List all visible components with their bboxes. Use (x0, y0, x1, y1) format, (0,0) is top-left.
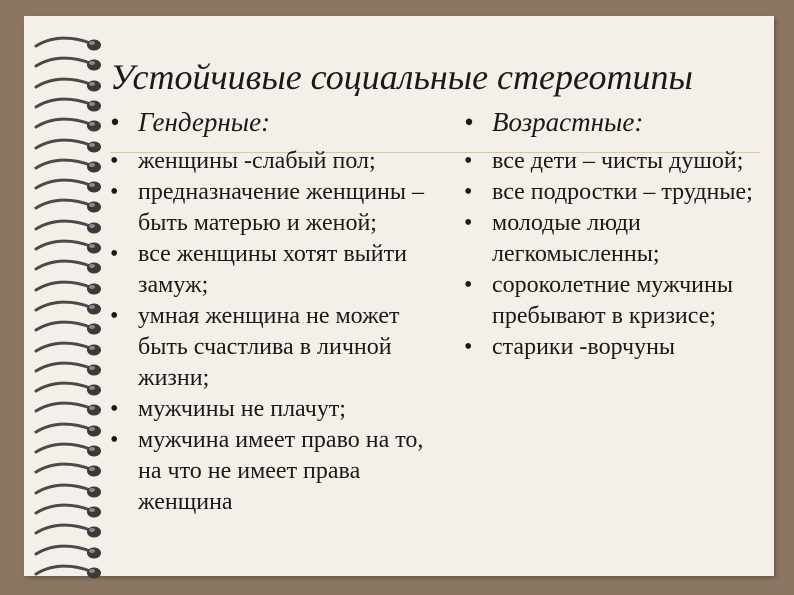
spiral-ring-icon (32, 217, 106, 237)
bullet-icon: • (110, 303, 119, 329)
spiral-ring-icon (32, 156, 106, 176)
spiral-ring-icon (32, 399, 106, 419)
bullet-icon: • (110, 107, 120, 137)
bullet-icon: • (464, 179, 473, 205)
list-item: • мужчины не плачут; (110, 394, 450, 425)
spiral-ring-icon (32, 54, 106, 74)
spiral-ring-icon (32, 440, 106, 460)
list-item: • все женщины хотят выйти замуж; (110, 241, 407, 298)
spiral-ring-icon (32, 237, 106, 257)
spiral-ring-icon (32, 420, 106, 440)
list-item: • сороколетние мужчины пребывают в кризисе; (464, 272, 733, 329)
list-item: • все подростки – трудные; (464, 177, 774, 208)
bullet-icon: • (464, 148, 473, 174)
notebook-page (24, 16, 774, 576)
age-heading (464, 106, 774, 138)
gender-heading (110, 106, 450, 138)
spiral-ring-icon (32, 339, 106, 359)
list-item: • все дети – чисты душой; (464, 146, 774, 177)
spiral-ring-icon (32, 542, 106, 562)
spiral-ring-icon (32, 460, 106, 480)
bullet-icon: • (110, 396, 119, 422)
gender-list (110, 146, 450, 518)
bullet-icon: • (110, 427, 119, 453)
spiral-ring-icon (32, 379, 106, 399)
page-title: Устойчивые социальные стереотипы (110, 57, 693, 97)
spiral-ring-icon (32, 278, 106, 298)
spiral-ring-icon (32, 481, 106, 501)
bullet-icon: • (110, 241, 119, 267)
spiral-ring-icon (32, 562, 106, 582)
age-column (464, 106, 774, 363)
spiral-ring-icon (32, 115, 106, 135)
bullet-icon: • (464, 334, 473, 360)
spiral-ring-icon (32, 501, 106, 521)
gender-heading-text: Гендерные: (138, 107, 271, 137)
bullet-icon: • (110, 179, 119, 205)
list-item: • предназначение женщины – быть матерью и женой; (110, 179, 425, 236)
list-item: • умная женщина не может быть счастлива в личной жизни; (110, 303, 400, 391)
list-item: • женщины -слабый пол; (110, 146, 450, 177)
spiral-ring-icon (32, 359, 106, 379)
list-item: • старики -ворчуны (464, 332, 774, 363)
bullet-icon: • (464, 210, 473, 236)
spiral-ring-icon (32, 298, 106, 318)
list-item: • мужчина имеет право на то, на что не имеет права женщина (110, 427, 424, 515)
spiral-ring-icon (32, 95, 106, 115)
spiral-ring-icon (32, 136, 106, 156)
list-item: • молодые люди легкомысленны; (464, 210, 660, 267)
spiral-ring-icon (32, 257, 106, 277)
age-list (464, 146, 774, 363)
gender-column (110, 106, 450, 518)
spiral-ring-icon (32, 318, 106, 338)
spiral-binding (32, 34, 106, 594)
bullet-icon: • (464, 107, 474, 137)
spiral-ring-icon (32, 521, 106, 541)
bullet-icon: • (464, 272, 473, 298)
spiral-ring-icon (32, 196, 106, 216)
bullet-icon: • (110, 148, 119, 174)
spiral-ring-icon (32, 176, 106, 196)
spiral-ring-icon (32, 34, 106, 54)
spiral-ring-icon (32, 75, 106, 95)
age-heading-text: Возрастные: (492, 107, 644, 137)
